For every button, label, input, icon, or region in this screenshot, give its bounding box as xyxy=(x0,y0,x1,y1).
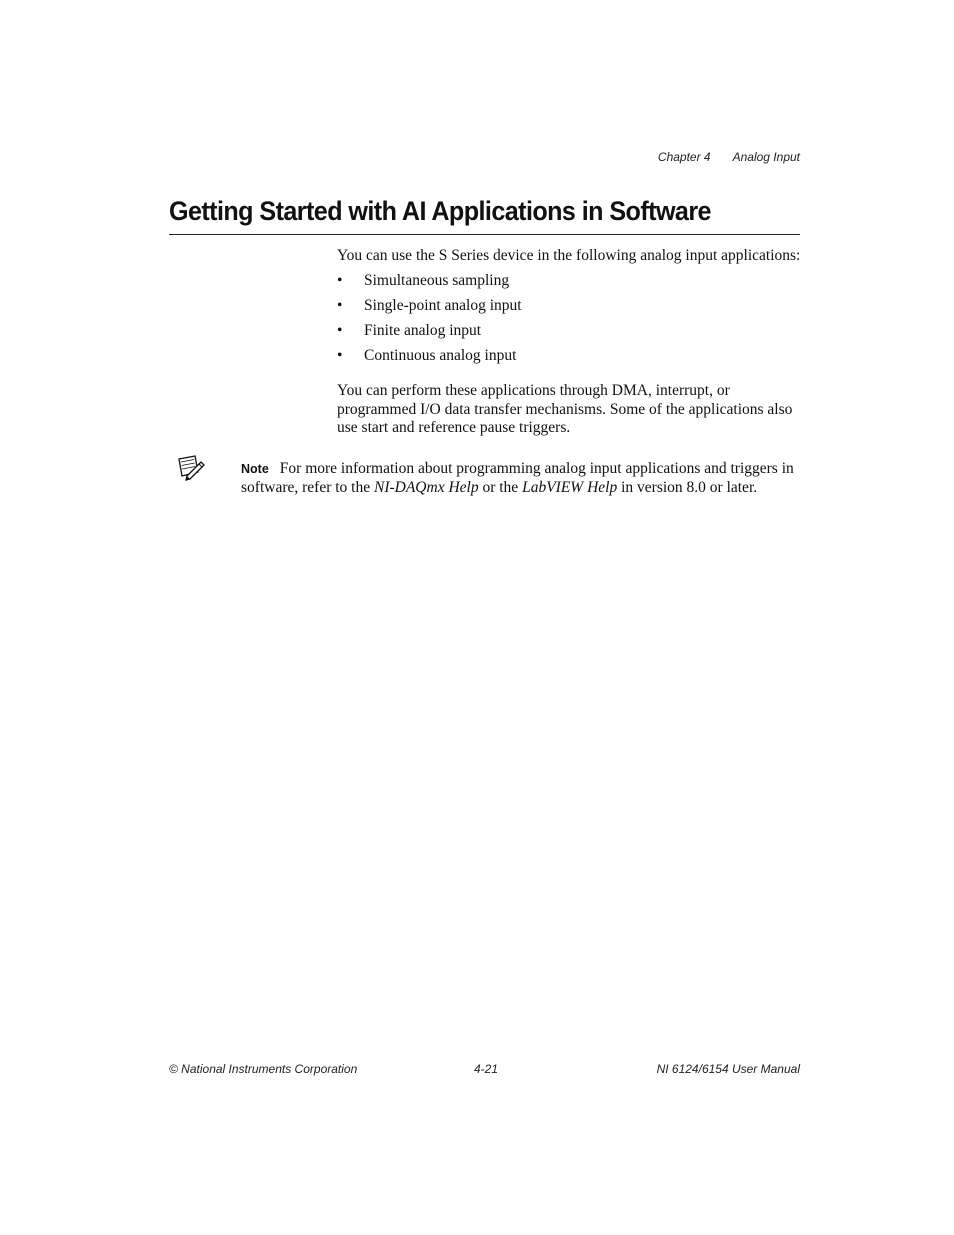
footer-copyright: © National Instruments Corporation xyxy=(169,1062,358,1076)
nidaqmx-help-reference: NI-DAQmx Help xyxy=(373,478,479,496)
note-text-1: For more information about programming analog input applications and triggers in software, refer to the xyxy=(241,460,794,496)
intro-paragraph: You can use the S Series device in the following analog input applications: xyxy=(337,247,801,264)
section-title: Getting Started with AI Applications in Software xyxy=(169,196,711,226)
note-paragraph xyxy=(241,460,801,497)
header-section: Analog Input xyxy=(732,150,800,164)
list-item xyxy=(337,297,522,322)
list-item xyxy=(337,322,522,347)
note-text-3: in version 8.0 or later. xyxy=(617,478,758,496)
bullet-icon: • xyxy=(337,272,343,289)
footer-manual-title: NI 6124/6154 User Manual xyxy=(656,1062,800,1076)
note-label: Note xyxy=(241,462,269,476)
header-chapter: Chapter 4 xyxy=(657,150,711,164)
list-item-text: Finite analog input xyxy=(364,322,482,339)
bullet-icon: • xyxy=(337,322,343,339)
list-item-text: Single-point analog input xyxy=(364,297,522,314)
note-pencil-icon xyxy=(176,453,206,481)
note-text-2: or the xyxy=(478,478,523,496)
application-list xyxy=(337,272,522,372)
bullet-icon: • xyxy=(337,297,343,314)
transfer-paragraph: You can perform these applications through DMA, interrupt, or programmed I/O data transfer mechanisms. Some of the applications also use start and reference pause triggers. xyxy=(337,382,793,436)
list-item xyxy=(337,272,522,297)
list-item-text: Simultaneous sampling xyxy=(364,272,510,289)
footer-page-number: 4-21 xyxy=(474,1062,499,1076)
title-rule xyxy=(169,234,800,235)
list-item-text: Continuous analog input xyxy=(364,347,517,364)
bullet-icon: • xyxy=(337,347,343,364)
running-header xyxy=(658,150,800,164)
list-item xyxy=(337,347,522,372)
labview-help-reference: LabVIEW Help xyxy=(522,478,618,496)
